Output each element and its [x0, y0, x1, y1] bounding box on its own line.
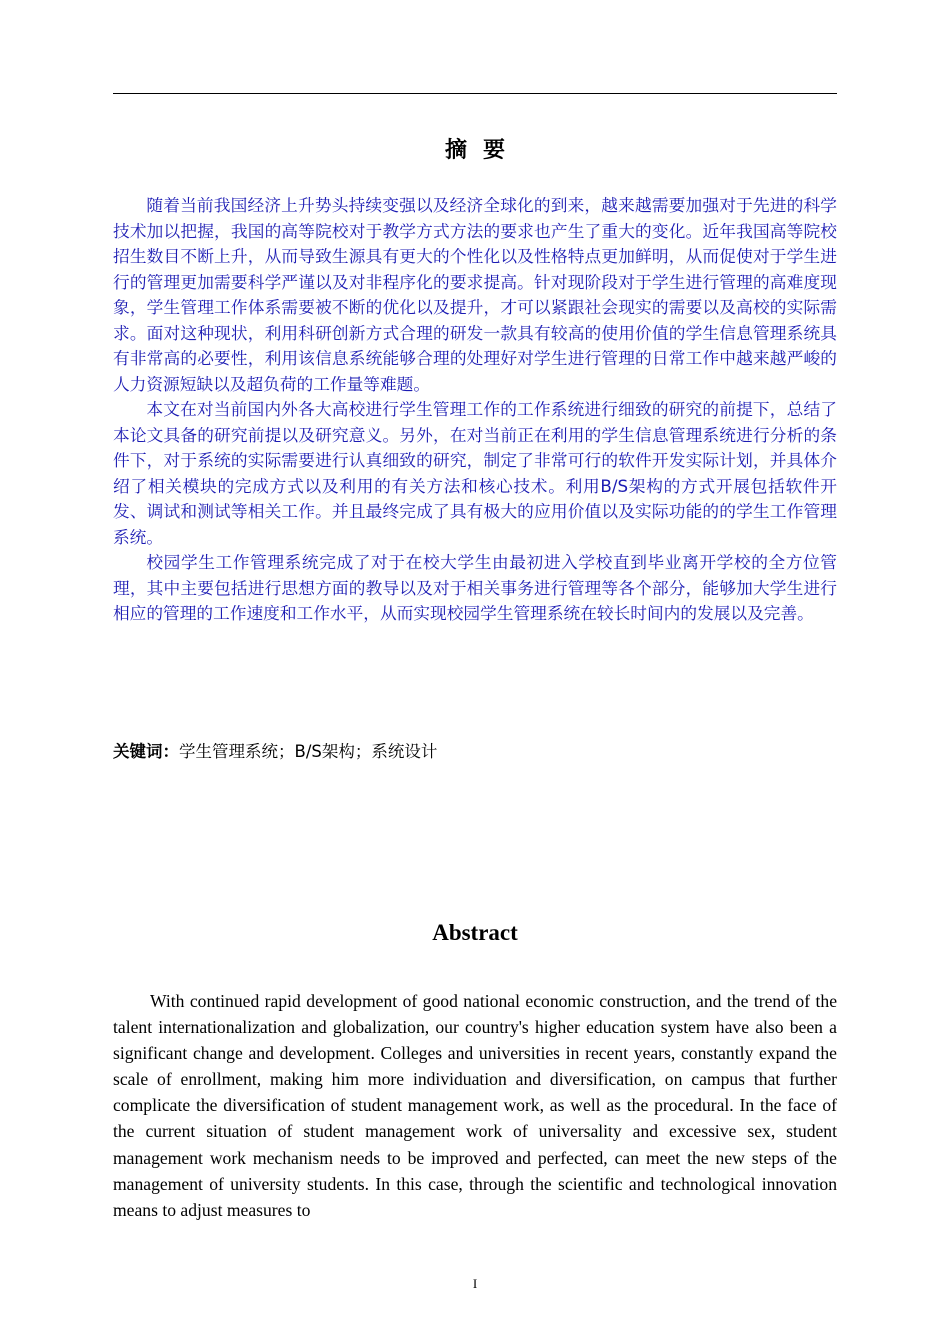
page-number: I: [472, 1276, 478, 1291]
chinese-abstract-paragraph-3: 校园学生工作管理系统完成了对于在校大学生由最初进入学校直到毕业离开学校的全方位管理，其中主要包括进行思想方面的教导以及对于相关事务进行管理等各个部分，能够加大学生进行相应的管理的工作速度和工作水平，从而实现校园学生管理系统在较长时间内的发展以及完善。: [113, 552, 837, 623]
chinese-abstract-body: [113, 193, 837, 627]
keywords-line: [113, 740, 837, 764]
english-abstract-title: Abstract: [432, 920, 518, 945]
english-abstract-body: [113, 988, 837, 1223]
keywords-value: 学生管理系统；B/S架构；系统设计: [179, 742, 438, 761]
chinese-abstract-paragraph-1: 随着当前我国经济上升势头持续变强以及经济全球化的到来，越来越需要加强对于先进的科学技术加以把握，我国的高等院校对于教学方式方法的要求也产生了重大的变化。近年我国高等院校招生数目不断上升，从而导致生源具有更大的个性化以及性格特点更加鲜明，从而促使对于学生进行的管理更加需要科学严谨以及对非程序化的要求提高。针对现阶段对于学生进行管理的高难度现象，学生管理工作体系需要被不断的优化以及提升，才可以紧跟社会现实的需要以及高校的实际需求。面对这种现状，利用科研创新方式合理的研发一款具有较高的使用价值的学生信息管理系统具有非常高的必要性，利用该信息系统能够合理的处理好对学生进行管理的日常工作中越来越严峻的人力资源短缺以及超负荷的工作量等难题。: [113, 195, 837, 394]
header-rule: [113, 93, 837, 94]
english-abstract-paragraph-1: With continued rapid development of good national economic construction, and the trend of the talent internationalization and globalization, our country's higher education system have also been a significant change and development. Colleges and universities in recent years, constantly expand the scale of enrollment, making him more individuation and diversification, on campus that further complicate the diversification of student management work, as well as the procedural. In the face of the current situation of student management work of universality and excessive sex, student management work mechanism needs to be improved and perfected, can meet the new steps of the management of university students. In this case, through the scientific and technological innovation means to adjust measures to: [113, 991, 837, 1220]
keywords-label: 关键词：: [113, 742, 179, 761]
chinese-abstract-paragraph-2: 本文在对当前国内外各大高校进行学生管理工作的工作系统进行细致的研究的前提下，总结了本论文具备的研究前提以及研究意义。另外，在对当前正在利用的学生信息管理系统进行分析的条件下，对于系统的实际需要进行认真细致的研究，制定了非常可行的软件开发实际计划，并具体介绍了相关模块的完成方式以及利用的有关方法和核心技术。利用B/S架构的方式开展包括软件开发、调试和测试等相关工作。并且最终完成了具有极大的应用价值以及实际功能的的学生工作管理系统。: [113, 399, 837, 547]
chinese-abstract-title: 摘要: [444, 138, 521, 163]
